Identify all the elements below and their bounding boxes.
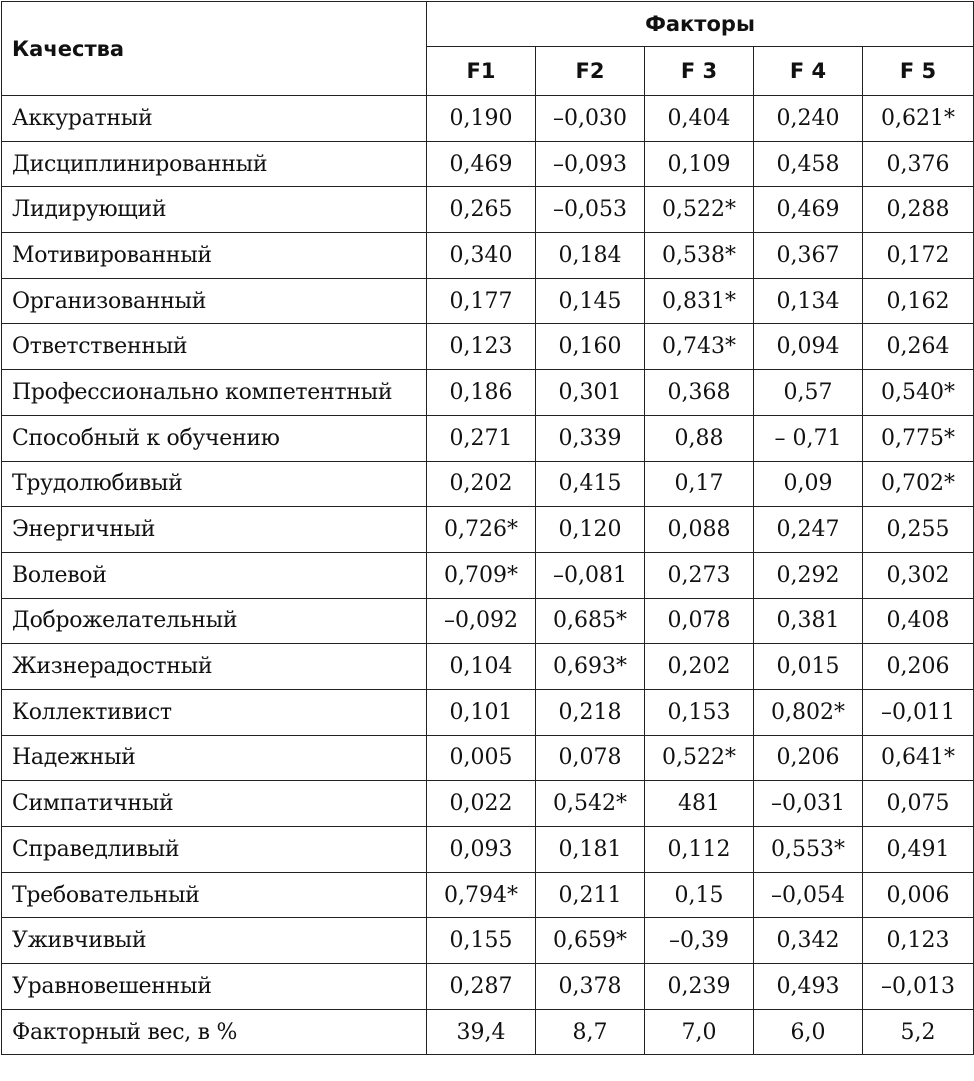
- factor-value-cell-f4: 0,292: [754, 552, 863, 598]
- quality-name-cell: Факторный вес, в %: [2, 1009, 427, 1055]
- quality-name-cell: Организованный: [2, 278, 427, 324]
- factor-value-cell-f3: 481: [645, 781, 754, 827]
- table-row: [2, 872, 974, 918]
- factor-value-cell-f5: –0,011: [863, 689, 974, 735]
- factor-loadings-table: [1, 1, 974, 1055]
- factor-value-cell-f4: – 0,71: [754, 415, 863, 461]
- factor-value-cell-f4: 0,247: [754, 507, 863, 553]
- factor-column-header-f1: F1: [427, 47, 536, 96]
- factor-value-cell-f2: 0,339: [536, 415, 645, 461]
- factor-value-cell-f3: 0,239: [645, 964, 754, 1010]
- factor-value-cell-f1: 0,794*: [427, 872, 536, 918]
- factor-value-cell-f4: 0,367: [754, 233, 863, 279]
- factor-value-cell-f5: 0,206: [863, 644, 974, 690]
- factor-value-cell-f4: 0,553*: [754, 827, 863, 873]
- table-row: [2, 552, 974, 598]
- factor-value-cell-f3: 0,273: [645, 552, 754, 598]
- table-row: [2, 598, 974, 644]
- table-row: [2, 1009, 974, 1055]
- factor-value-cell-f3: 0,202: [645, 644, 754, 690]
- quality-name-cell: Уравновешенный: [2, 964, 427, 1010]
- factor-value-cell-f5: 0,255: [863, 507, 974, 553]
- table-row: [2, 781, 974, 827]
- factor-value-cell-f5: 0,162: [863, 278, 974, 324]
- factor-value-cell-f4: 0,458: [754, 141, 863, 187]
- factor-value-cell-f5: 0,408: [863, 598, 974, 644]
- factor-value-cell-f5: 0,491: [863, 827, 974, 873]
- factor-value-cell-f2: 0,659*: [536, 918, 645, 964]
- table-row: [2, 141, 974, 187]
- factor-value-cell-f1: 0,155: [427, 918, 536, 964]
- factor-value-cell-f1: 0,340: [427, 233, 536, 279]
- factor-value-cell-f5: 0,702*: [863, 461, 974, 507]
- table-body: [2, 96, 974, 1055]
- table-row: [2, 689, 974, 735]
- factor-value-cell-f1: 0,186: [427, 370, 536, 416]
- quality-name-cell: Дисциплинированный: [2, 141, 427, 187]
- table-row: [2, 278, 974, 324]
- factor-value-cell-f3: –0,39: [645, 918, 754, 964]
- factor-value-cell-f1: 0,101: [427, 689, 536, 735]
- factor-value-cell-f1: 0,287: [427, 964, 536, 1010]
- quality-name-cell: Мотивированный: [2, 233, 427, 279]
- factor-value-cell-f1: 0,190: [427, 96, 536, 142]
- quality-name-cell: Лидирующий: [2, 187, 427, 233]
- factor-value-cell-f2: 0,685*: [536, 598, 645, 644]
- factor-value-cell-f3: 7,0: [645, 1009, 754, 1055]
- factor-value-cell-f3: 0,078: [645, 598, 754, 644]
- factor-value-cell-f4: 0,802*: [754, 689, 863, 735]
- factor-value-cell-f3: 0,109: [645, 141, 754, 187]
- factor-value-cell-f3: 0,538*: [645, 233, 754, 279]
- quality-name-cell: Коллективист: [2, 689, 427, 735]
- factor-value-cell-f2: 0,218: [536, 689, 645, 735]
- factor-value-cell-f3: 0,15: [645, 872, 754, 918]
- factor-value-cell-f3: 0,88: [645, 415, 754, 461]
- factor-value-cell-f1: –0,092: [427, 598, 536, 644]
- factor-value-cell-f2: 0,301: [536, 370, 645, 416]
- factor-value-cell-f2: 0,078: [536, 735, 645, 781]
- factor-value-cell-f4: 0,015: [754, 644, 863, 690]
- quality-name-cell: Жизнерадостный: [2, 644, 427, 690]
- factor-value-cell-f5: 0,264: [863, 324, 974, 370]
- quality-name-cell: Аккуратный: [2, 96, 427, 142]
- factor-value-cell-f4: 0,09: [754, 461, 863, 507]
- factor-value-cell-f3: 0,17: [645, 461, 754, 507]
- factor-value-cell-f1: 0,123: [427, 324, 536, 370]
- factor-value-cell-f3: 0,153: [645, 689, 754, 735]
- quality-name-cell: Трудолюбивый: [2, 461, 427, 507]
- quality-name-cell: Ответственный: [2, 324, 427, 370]
- table-row: [2, 370, 974, 416]
- factor-value-cell-f4: 6,0: [754, 1009, 863, 1055]
- factor-value-cell-f2: 0,120: [536, 507, 645, 553]
- quality-name-cell: Доброжелательный: [2, 598, 427, 644]
- table-row: [2, 964, 974, 1010]
- factor-value-cell-f1: 0,104: [427, 644, 536, 690]
- factor-value-cell-f4: 0,469: [754, 187, 863, 233]
- factor-value-cell-f2: –0,053: [536, 187, 645, 233]
- factor-value-cell-f1: 0,265: [427, 187, 536, 233]
- factor-value-cell-f5: 5,2: [863, 1009, 974, 1055]
- quality-name-cell: Профессионально компетентный: [2, 370, 427, 416]
- factor-value-cell-f4: 0,381: [754, 598, 863, 644]
- quality-name-cell: Уживчивый: [2, 918, 427, 964]
- factor-value-cell-f4: 0,094: [754, 324, 863, 370]
- factor-value-cell-f3: 0,368: [645, 370, 754, 416]
- quality-name-cell: Симпатичный: [2, 781, 427, 827]
- quality-name-cell: Требовательный: [2, 872, 427, 918]
- factor-value-cell-f4: 0,342: [754, 918, 863, 964]
- factor-value-cell-f2: 0,211: [536, 872, 645, 918]
- factor-value-cell-f3: 0,522*: [645, 735, 754, 781]
- factor-value-cell-f3: 0,404: [645, 96, 754, 142]
- factor-value-cell-f2: 0,542*: [536, 781, 645, 827]
- table-row: [2, 827, 974, 873]
- quality-name-cell: Энергичный: [2, 507, 427, 553]
- table-row: [2, 735, 974, 781]
- table-row: [2, 324, 974, 370]
- factor-value-cell-f5: 0,123: [863, 918, 974, 964]
- factor-value-cell-f3: 0,522*: [645, 187, 754, 233]
- table-row: [2, 507, 974, 553]
- factor-value-cell-f1: 0,177: [427, 278, 536, 324]
- factor-value-cell-f5: 0,376: [863, 141, 974, 187]
- factor-value-cell-f4: 0,240: [754, 96, 863, 142]
- factor-value-cell-f1: 0,022: [427, 781, 536, 827]
- factor-column-header-f4: F 4: [754, 47, 863, 96]
- factors-group-header: Факторы: [427, 2, 974, 47]
- factor-value-cell-f2: 0,415: [536, 461, 645, 507]
- factor-value-cell-f2: 8,7: [536, 1009, 645, 1055]
- quality-name-cell: Справедливый: [2, 827, 427, 873]
- factor-value-cell-f3: 0,743*: [645, 324, 754, 370]
- factor-value-cell-f5: 0,075: [863, 781, 974, 827]
- factor-value-cell-f2: 0,693*: [536, 644, 645, 690]
- factor-value-cell-f5: 0,641*: [863, 735, 974, 781]
- factor-value-cell-f5: 0,621*: [863, 96, 974, 142]
- quality-name-cell: Волевой: [2, 552, 427, 598]
- factor-value-cell-f1: 0,726*: [427, 507, 536, 553]
- table-row: [2, 415, 974, 461]
- factor-value-cell-f4: –0,054: [754, 872, 863, 918]
- factor-value-cell-f2: –0,030: [536, 96, 645, 142]
- factor-value-cell-f1: 0,709*: [427, 552, 536, 598]
- factor-column-header-f3: F 3: [645, 47, 754, 96]
- factor-value-cell-f4: 0,493: [754, 964, 863, 1010]
- factor-value-cell-f2: –0,093: [536, 141, 645, 187]
- header-row-1: [2, 2, 974, 47]
- factor-value-cell-f3: 0,112: [645, 827, 754, 873]
- factor-value-cell-f3: 0,088: [645, 507, 754, 553]
- factor-value-cell-f3: 0,831*: [645, 278, 754, 324]
- quality-name-cell: Надежный: [2, 735, 427, 781]
- factor-value-cell-f1: 39,4: [427, 1009, 536, 1055]
- table-row: [2, 644, 974, 690]
- factor-value-cell-f2: 0,181: [536, 827, 645, 873]
- factor-value-cell-f1: 0,093: [427, 827, 536, 873]
- factor-value-cell-f2: 0,145: [536, 278, 645, 324]
- factor-value-cell-f2: 0,378: [536, 964, 645, 1010]
- quality-column-header: Качества: [2, 2, 427, 96]
- table-row: [2, 96, 974, 142]
- table-row: [2, 233, 974, 279]
- factor-value-cell-f4: 0,57: [754, 370, 863, 416]
- factor-value-cell-f5: 0,172: [863, 233, 974, 279]
- factor-column-header-f2: F2: [536, 47, 645, 96]
- factor-value-cell-f1: 0,005: [427, 735, 536, 781]
- factor-value-cell-f4: 0,134: [754, 278, 863, 324]
- factor-value-cell-f5: 0,302: [863, 552, 974, 598]
- factor-value-cell-f5: 0,775*: [863, 415, 974, 461]
- factor-value-cell-f5: –0,013: [863, 964, 974, 1010]
- factor-value-cell-f5: 0,540*: [863, 370, 974, 416]
- table-row: [2, 187, 974, 233]
- factor-value-cell-f1: 0,469: [427, 141, 536, 187]
- factor-column-header-f5: F 5: [863, 47, 974, 96]
- factor-value-cell-f4: 0,206: [754, 735, 863, 781]
- factor-value-cell-f1: 0,271: [427, 415, 536, 461]
- table-row: [2, 461, 974, 507]
- factor-value-cell-f5: 0,288: [863, 187, 974, 233]
- factor-value-cell-f4: –0,031: [754, 781, 863, 827]
- table-row: [2, 918, 974, 964]
- factor-value-cell-f2: 0,184: [536, 233, 645, 279]
- factor-value-cell-f2: –0,081: [536, 552, 645, 598]
- factor-value-cell-f1: 0,202: [427, 461, 536, 507]
- quality-name-cell: Способный к обучению: [2, 415, 427, 461]
- factor-value-cell-f5: 0,006: [863, 872, 974, 918]
- factor-value-cell-f2: 0,160: [536, 324, 645, 370]
